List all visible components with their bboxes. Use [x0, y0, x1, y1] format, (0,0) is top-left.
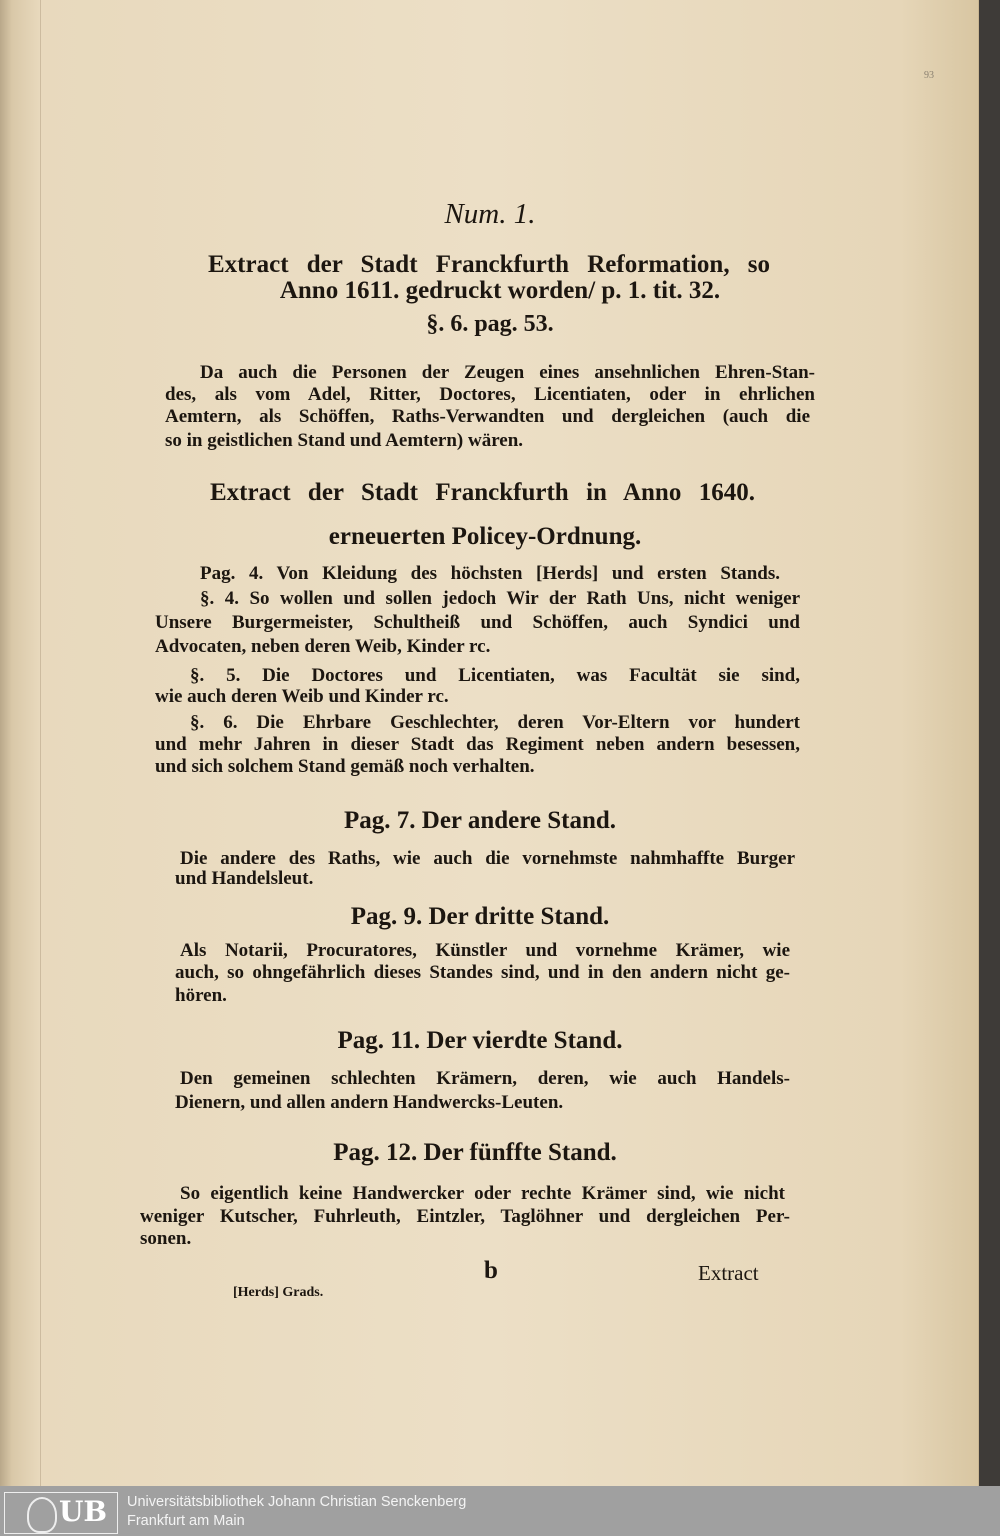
footnote: [Herds] Grads.: [233, 1285, 324, 1300]
text-line: auch, so ohngefährlich dieses Standes sind, und in den andern nicht ge-: [175, 962, 790, 983]
text-line: Die andere des Raths, wie auch die vornehmste nahmhaffte Burger: [180, 848, 795, 869]
text-line: sonen.: [140, 1228, 192, 1249]
stand5-title: Pag. 12. Der fünffte Stand.: [333, 1139, 617, 1166]
library-logo: [4, 1492, 118, 1534]
logo-text: UB: [59, 1495, 108, 1528]
pencil-page-number: 93: [924, 70, 934, 81]
portrait-icon: [27, 1497, 57, 1533]
text-line: Als Notarii, Procuratores, Künstler und vornehme Krämer, wie: [180, 940, 790, 961]
text-line: weniger Kutscher, Fuhrleuth, Eintzler, Taglöhner und dergleichen Per-: [140, 1206, 790, 1227]
stand3-title: Pag. 9. Der dritte Stand.: [350, 903, 610, 930]
text-line: Aemtern, als Schöffen, Raths-Verwandten und dergleichen (auch die: [165, 406, 810, 427]
section1-title: Anno 1611. gedruckt worden/ p. 1. tit. 32.: [279, 277, 721, 304]
catchword: Extract: [698, 1262, 759, 1285]
text-line: Pag. 4. Von Kleidung des höchsten [Herds] und ersten Stands.: [200, 563, 780, 584]
text-line: Dienern, und allen andern Handwercks-Leuten.: [175, 1092, 564, 1113]
text-line: und sich solchem Stand gemäß noch verhalten.: [155, 756, 535, 777]
text-line: und Handelsleut.: [175, 868, 314, 889]
text-line: so in geistlichen Stand und Aemtern) wären.: [165, 430, 524, 451]
text-line: Unsere Burgermeister, Schultheiß und Schöffen, auch Syndici und: [155, 612, 800, 633]
library-banner: [0, 1486, 1000, 1536]
text-line: Da auch die Personen der Zeugen eines ansehnlichen Ehren-Stan-: [200, 362, 815, 383]
text-line: §. 4. So wollen und sollen jedoch Wir der Rath Uns, nicht weniger: [200, 588, 800, 609]
section2-title: erneuerten Policey-Ordnung.: [328, 523, 642, 550]
stand4-title: Pag. 11. Der vierdte Stand.: [337, 1027, 623, 1054]
text-line: Advocaten, neben deren Weib, Kinder rc.: [155, 636, 491, 657]
text-line: und mehr Jahren in dieser Stadt das Regiment neben andern besessen,: [155, 734, 800, 755]
library-city: Frankfurt am Main: [127, 1513, 245, 1529]
library-name: Universitätsbibliothek Johann Christian Senckenberg: [127, 1494, 467, 1510]
text-line: So eigentlich keine Handwercker oder rechte Krämer sind, wie nicht: [180, 1183, 785, 1204]
text-line: wie auch deren Weib und Kinder rc.: [155, 686, 449, 707]
text-line: des, als vom Adel, Ritter, Doctores, Licentiaten, oder in ehrlichen: [165, 384, 815, 405]
text-line: §. 5. Die Doctores und Licentiaten, was Facultät sie sind,: [190, 665, 800, 686]
signature-mark: b: [484, 1257, 498, 1284]
text-line: hören.: [175, 985, 227, 1006]
section2-title: Extract der Stadt Franckfurth in Anno 1640.: [210, 479, 755, 506]
document-heading: Num. 1.: [444, 198, 536, 230]
section1-title: Extract der Stadt Franckfurth Reformation, so: [208, 251, 770, 278]
text-line: Den gemeinen schlechten Krämern, deren, wie auch Handels-: [180, 1068, 790, 1089]
section1-ref: §. 6. pag. 53.: [426, 311, 554, 337]
stand2-title: Pag. 7. Der andere Stand.: [344, 807, 616, 834]
text-line: §. 6. Die Ehrbare Geschlechter, deren Vor-Eltern vor hundert: [190, 712, 800, 733]
